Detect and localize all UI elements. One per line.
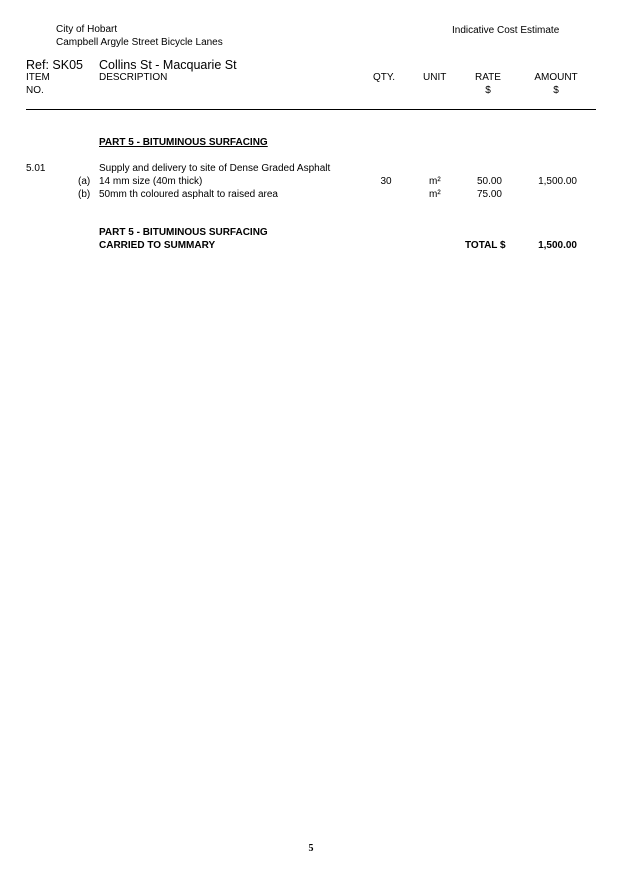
subitem-rate: 50.00 <box>476 176 502 187</box>
col-description: DESCRIPTION <box>99 72 168 83</box>
header-divider <box>26 109 596 110</box>
carried-to-summary: CARRIED TO SUMMARY <box>99 240 216 251</box>
document-type: Indicative Cost Estimate <box>452 25 560 36</box>
org-name: City of Hobart <box>56 24 118 35</box>
section-title: PART 5 - BITUMINOUS SURFACING <box>99 137 268 148</box>
col-unit: UNIT <box>423 72 447 83</box>
subitem-unit: m² <box>429 189 441 200</box>
subitem-description: 14 mm size (40m thick) <box>99 176 203 187</box>
col-rate: RATE <box>475 72 501 83</box>
subitem-rate: 75.00 <box>476 189 502 200</box>
col-qty: QTY. <box>373 72 396 83</box>
col-item: ITEM <box>26 72 50 83</box>
project-name: Campbell Argyle Street Bicycle Lanes <box>56 37 223 48</box>
total-value: 1,500.00 <box>538 240 577 251</box>
col-rate-currency: $ <box>485 85 491 96</box>
col-amount: AMOUNT <box>534 72 578 83</box>
subitem-description: 50mm th coloured asphalt to raised area <box>99 189 278 200</box>
carried-section-title: PART 5 - BITUMINOUS SURFACING <box>99 227 268 238</box>
total-label: TOTAL $ <box>465 240 506 251</box>
location-title: Collins St - Macquarie St <box>99 58 237 72</box>
subitem-amount: 1,500.00 <box>538 176 577 187</box>
subitem-qty: 30 <box>380 176 392 187</box>
col-item-no: NO. <box>26 85 44 96</box>
item-number: 5.01 <box>26 163 46 174</box>
page-number: 5 <box>308 843 314 854</box>
item-description: Supply and delivery to site of Dense Graded Asphalt <box>99 163 331 174</box>
subitem-unit: m² <box>429 176 441 187</box>
subitem-label: (b) <box>78 189 91 200</box>
reference: Ref: SK05 <box>26 58 83 72</box>
col-amount-currency: $ <box>553 85 559 96</box>
subitem-label: (a) <box>78 176 91 187</box>
